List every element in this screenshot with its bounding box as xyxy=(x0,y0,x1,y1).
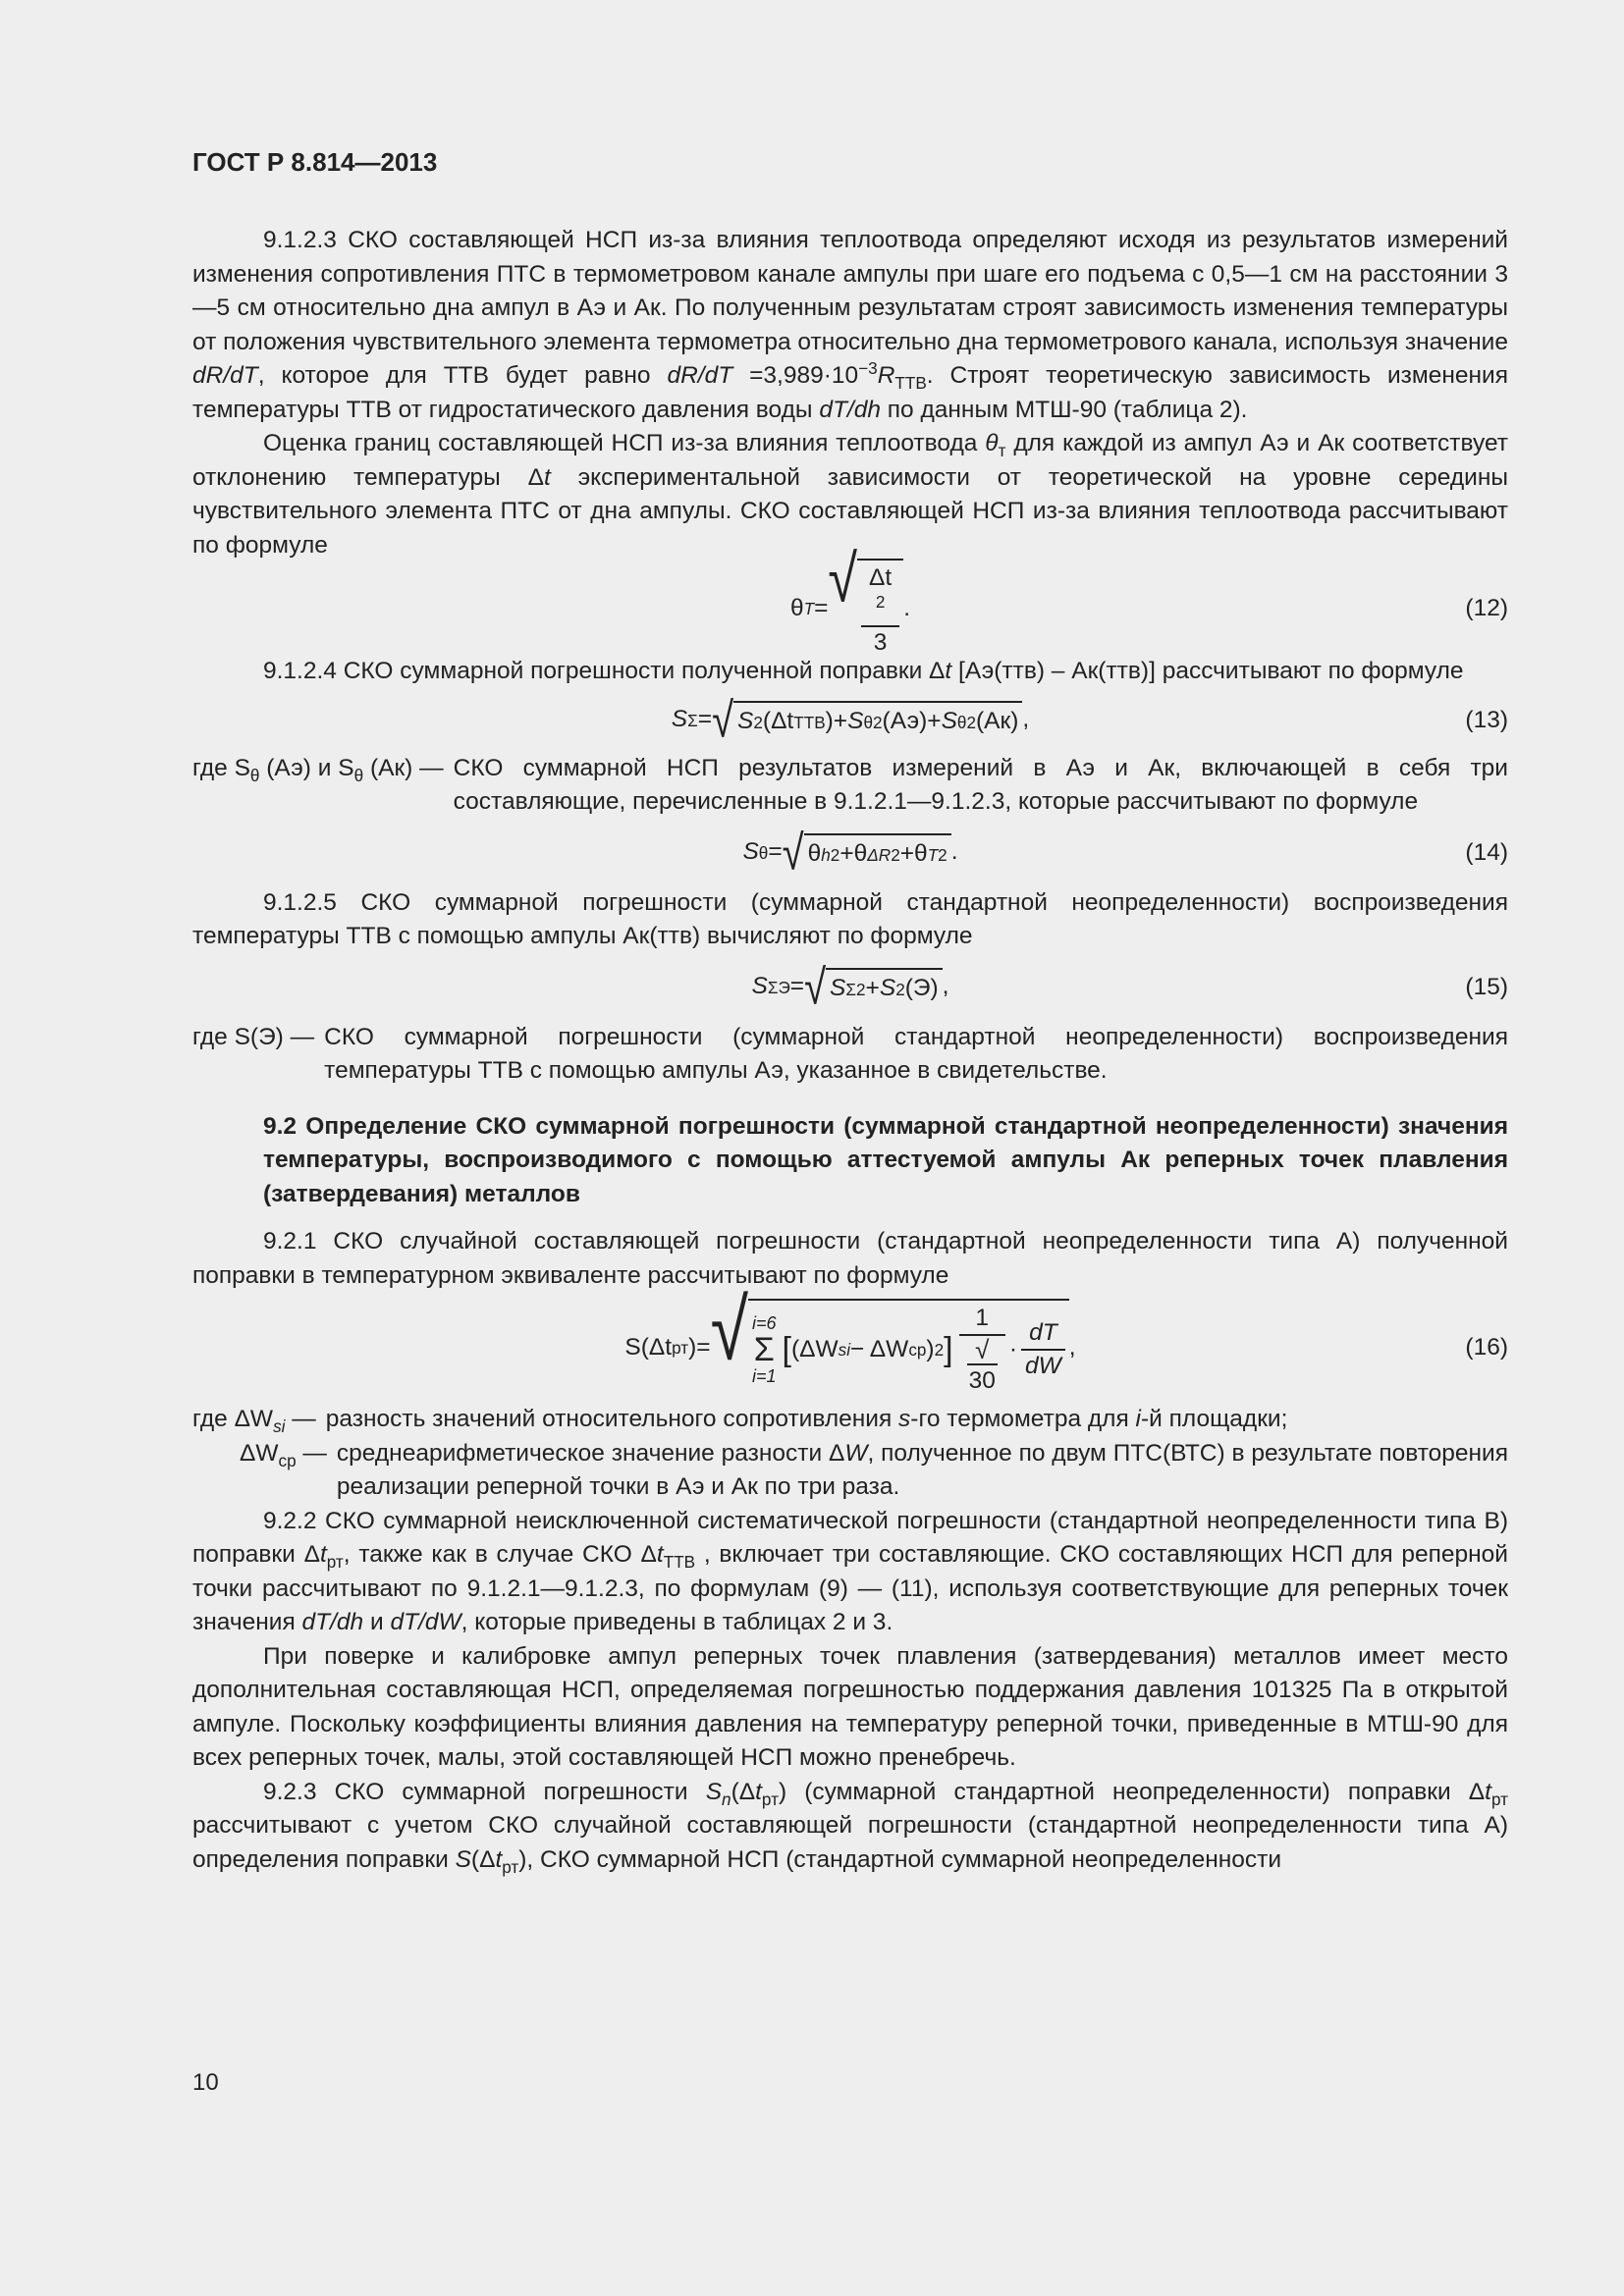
formula-number: (14) xyxy=(1465,838,1508,866)
paragraph-9-2-1: 9.2.1 СКО случайной составляющей погрешности (стандартной неопределенности типа А) полученной поправки в температурном эквиваленте рассчитывают по формуле xyxy=(192,1228,1508,1289)
paragraph-9-1-2-4: 9.1.2.4 СКО суммарной погрешности полученной поправки Δt [Аэ(ттв) – Ак(ттв)] рассчитывают по формуле xyxy=(263,658,1464,684)
formula-16: S(Δt рт ) = √ i=6 Σ i=1 [ (ΔW si − ΔW ср ) 2 ] 1 √ 30 · $\frac{dT}{dW}$ , (16) xyxy=(192,1299,1508,1397)
formula-number: (15) xyxy=(1465,973,1508,1000)
where-13: где $S_\theta$ (Аэ) и $S_\theta$ (Ак) — СКО суммарной НСП результатов измерений в Аэ и Ак, включающей в себя три составляющие, перечисленные в 9.1.2.1—9.1.2.3, которые рассчитывают по формуле xyxy=(192,754,1508,815)
document-body xyxy=(192,224,1508,1877)
paragraph-heat-sink-estimate: Оценка границ составляющей НСП из-за влияния теплоотвода $\theta_т$ для каждой из ампул Аэ и Ак соответствует отклонению температуры Δt экспериментальной зависимости от теоретической на уровне середины чувствительного элемента ПТС от дна ампулы. СКО составляющей НСП из-за влияния теплоотвода рассчитывают по формуле xyxy=(192,430,1508,559)
paragraph-9-1-2-5: 9.1.2.5 СКО суммарной погрешности (суммарной стандартной неопределенности) воспроизведения температуры ТТВ с помощью ампулы Ак(ттв) вычисляют по формуле xyxy=(192,888,1508,949)
paragraph-9-2-3: 9.2.3 СКО суммарной погрешности $S_n(\Delta t_{рт})$ (суммарной стандартной неопределенности) поправки $\Delta t_{рт}$ рассчитывают с учетом СКО случайной составляющей погрешности (стандартной неопределенности типа А) определения поправки $S(\Delta t_{рт})$, СКО суммарной НСП (стандартной суммарной неопределенности xyxy=(192,1778,1508,1877)
formula-number: (16) xyxy=(1465,1333,1508,1361)
page-number: 10 xyxy=(192,2069,219,2096)
formula-number: (13) xyxy=(1465,706,1508,733)
paragraph-pressure-note: При поверке и калибровке ампул реперных точек плавления (затвердевания) металлов имеет место дополнительная составляющая НСП, определяемая погрешностью поддержания давления 101325 Па в открытой ампуле. Поскольку коэффициенты влияния давления на температуру реперной точки, приведенные в МТШ-90 для всех реперных точек, малы, этой составляющей НСП можно пренебречь. xyxy=(192,1642,1508,1771)
formula-14: S θ = √ θ h 2 + θ ΔR 2 + θ T 2 . (14) xyxy=(742,826,1508,880)
paragraph-9-1-2-3: 9.1.2.3 СКО составляющей НСП из-за влияния теплоотвода определяют исходя из результатов измерений изменения сопротивления ПТС в термометровом канале ампулы при шаге его подъема с 0,5—1 см на расстоянии 3—5 см относительно дна ампул в Аэ и Ак. По полученным результатам строят зависимость изменения температуры от положения чувствительного элемента термометра относительно дна термометрового канала, используя значение dR/dT, которое для ТТВ будет равно $dR/dT =3,989\cdot 10^{-3}R_{ТТВ}$. Строят теоретическую зависимость изменения температуры ТТВ от гидростатического давления воды dT/dh по данным МТШ-90 (таблица 2). xyxy=(192,227,1508,423)
formula-number: (12) xyxy=(1465,594,1508,621)
formula-12: θ T = √ Δt $^2$ 3 . (12) xyxy=(192,568,1508,649)
where-15: где S(Э) — СКО суммарной погрешности (суммарной стандартной неопределенности) воспроизведения температуры ТТВ с помощью ампулы Аэ, указанное в свидетельстве. xyxy=(192,1023,1508,1084)
section-heading-9-2: 9.2 Определение СКО суммарной погрешности (суммарной стандартной неопределенности) значения температуры, воспроизводимого с помощью аттестуемой ампулы Ак реперных точек плавления (затвердевания) металлов xyxy=(263,1112,1508,1207)
formula-13: S Σ = √ S 2 (Δt ТТВ ) + S θ 2 (Аэ) + S θ 2 (Ак) , (13) xyxy=(671,693,1508,747)
where-16-a: где $\Delta W_{si}$ — разность значений относительного сопротивления s-го термометра для i-й площадки; xyxy=(192,1406,1288,1436)
formula-15: S ΣЭ = √ S Σ 2 + S 2 (Э) , (15) xyxy=(751,960,1508,1014)
paragraph-9-2-2: 9.2.2 СКО суммарной неисключенной систематической погрешности (стандартной неопределенности типа В) поправки $\Delta t_{рт}$, также как в случае СКО $\Delta t_{ТТВ}$ , включает три составляющие. СКО составляющих НСП для реперной точки рассчитывают по 9.1.2.1—9.1.2.3, по формулам (9) — (11), используя соответствующие для реперных точек значения dT/dh и dT/dW, которые приведены в таблицах 2 и 3. xyxy=(192,1507,1508,1635)
standard-header: ГОСТ Р 8.814—2013 xyxy=(192,147,438,177)
where-16-b: $\Delta W_{ср}$ — среднеарифметическое значение разности ΔW, полученное по двум ПТС(ВТС) в результате повторения реализации реперной точки в Аэ и Ак по три раза. xyxy=(240,1439,1508,1500)
